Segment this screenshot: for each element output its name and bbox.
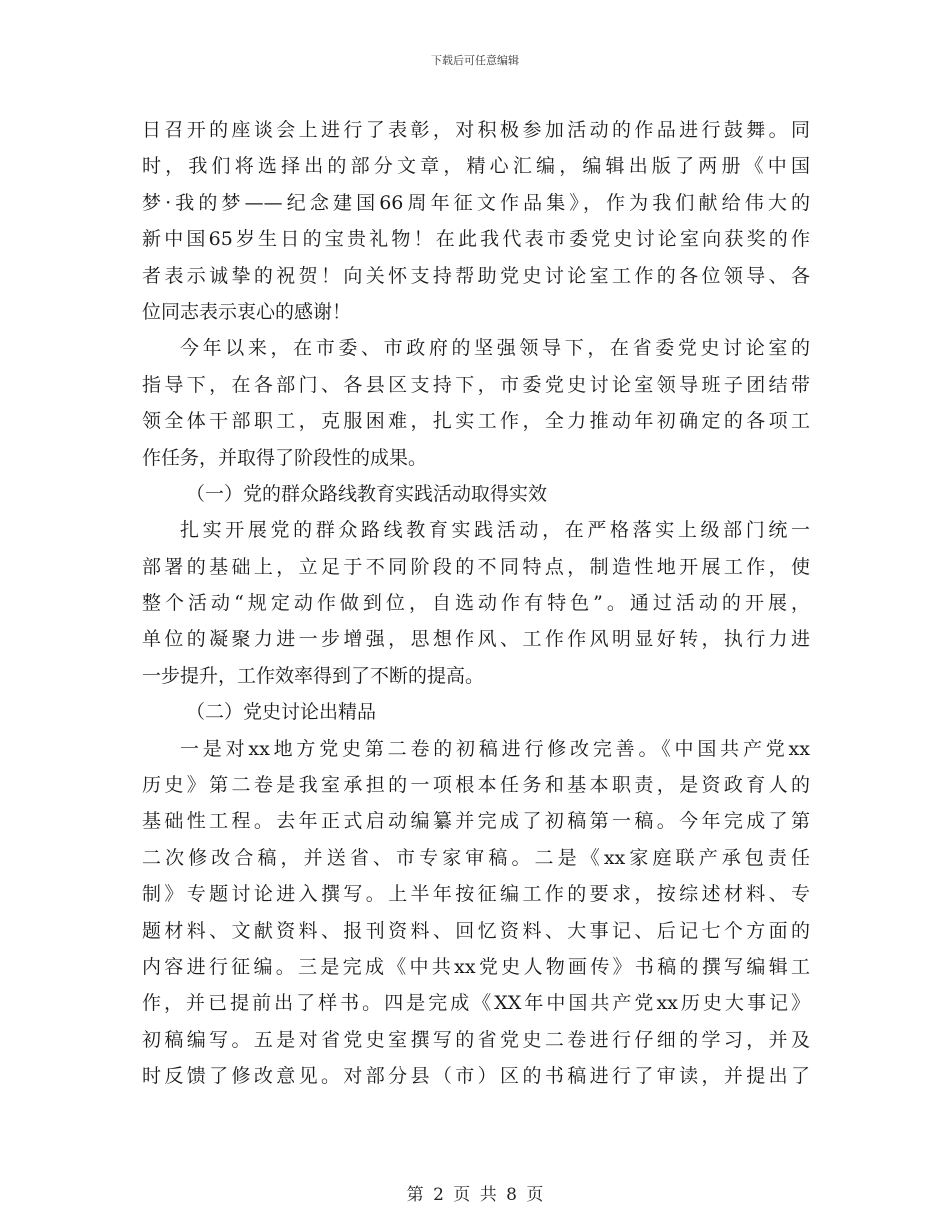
text-line: 日召开的座谈会上进行了表彰，对积极参加活动的作品进行鼓舞。同 bbox=[142, 119, 810, 141]
text-line: 基础性工程。去年正式启动编纂并完成了初稿第一稿。今年完成了第 bbox=[142, 810, 810, 833]
text-line: 指导下，在各部门、各县区支持下，市委党史讨论室领导班子团结带 bbox=[142, 373, 810, 396]
text-line: 二次修改合稿，并送省、市专家审稿。二是《xx家庭联产承包责任 bbox=[142, 846, 810, 869]
text-line: （一）党的群众路线教育实践活动取得实效 bbox=[186, 482, 548, 505]
document-body bbox=[142, 112, 810, 1095]
text-line: 题材料、文献资料、报刊资料、回忆资料、大事记、后记七个方面的 bbox=[142, 919, 810, 942]
text-line: 部署的基础上，立足于不同阶段的不同特点，制造性地开展工作，使 bbox=[142, 555, 810, 578]
text-line: 一步提升，工作效率得到了不断的提高。 bbox=[142, 664, 485, 687]
text-line: 作，并已提前出了样书。四是完成《XX年中国共产党xx历史大事记》 bbox=[142, 992, 810, 1015]
text-line: 单位的凝聚力进一步增强，思想作风、工作作风明显好转，执行力进 bbox=[142, 628, 810, 651]
page-footer: 第 2 页 共 8 页 bbox=[406, 1185, 544, 1205]
text-line: 领全体干部职工，克服困难，扎实工作，全力推动年初确定的各项工 bbox=[142, 410, 810, 433]
text-line: 新中国65岁生日的宝贵礼物！在此我代表市委党史讨论室向获奖的作 bbox=[142, 228, 810, 251]
text-line: 一是对xx地方党史第二卷的初稿进行修改完善。《中国共产党xx bbox=[180, 737, 810, 760]
text-line: 初稿编写。五是对省党史室撰写的省党史二卷进行仔细的学习，并及 bbox=[142, 1028, 810, 1051]
text-line: 时，我们将选择出的部分文章，精心汇编，编辑出版了两册《中国 bbox=[142, 155, 810, 178]
text-line: 时反馈了修改意见。对部分县（市）区的书稿进行了审读，并提出了 bbox=[142, 1065, 810, 1088]
text-line: 内容进行征编。三是完成《中共xx党史人物画传》书稿的撰写编辑工 bbox=[142, 955, 810, 978]
text-line: 整个活动“规定动作做到位，自选动作有特色”。通过活动的开展， bbox=[142, 592, 810, 615]
text-line: （二）党史讨论出精品 bbox=[186, 701, 377, 724]
text-line: 制》专题讨论进入撰写。上半年按征编工作的要求，按综述材料、专 bbox=[142, 883, 810, 906]
page-header: 下载后可任意编辑 bbox=[431, 54, 519, 67]
text-line: 位同志表示衷心的感谢！ bbox=[142, 300, 352, 323]
text-line: 今年以来，在市委、市政府的坚强领导下，在省委党史讨论室的 bbox=[180, 337, 810, 360]
text-line: 者表示诚挚的祝贺！向关怀支持帮助党史讨论室工作的各位领导、各 bbox=[142, 264, 810, 287]
text-line: 扎实开展党的群众路线教育实践活动，在严格落实上级部门统一 bbox=[180, 519, 810, 542]
text-line: 作任务，并取得了阶段性的成果。 bbox=[142, 446, 428, 469]
text-line: 梦·我的梦——纪念建国66周年征文作品集》，作为我们献给伟大的 bbox=[142, 191, 810, 214]
text-line: 历史》第二卷是我室承担的一项根本任务和基本职责，是资政育人的 bbox=[142, 774, 810, 797]
